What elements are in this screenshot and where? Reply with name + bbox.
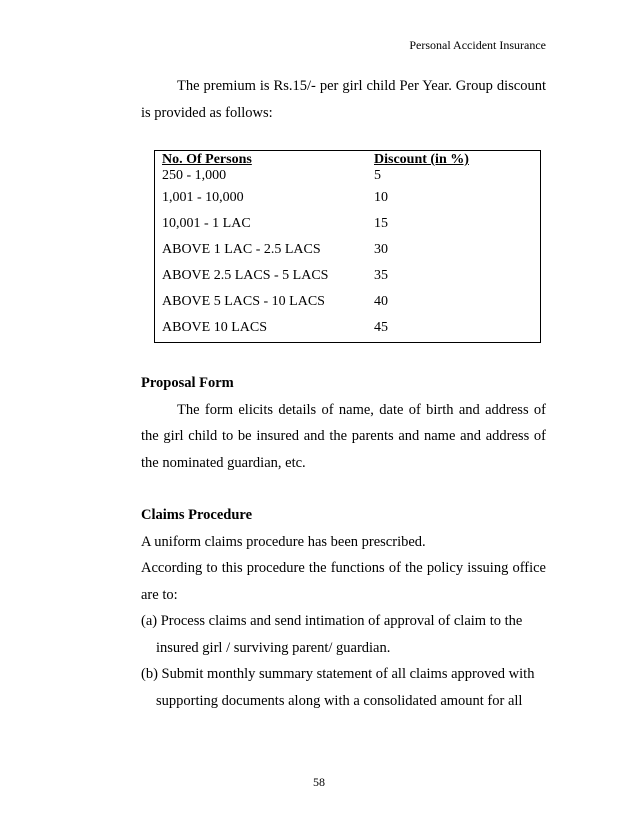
proposal-form-heading: Proposal Form xyxy=(141,375,234,391)
group-discount-table xyxy=(154,150,541,343)
discount-cell: 15 xyxy=(374,216,388,231)
table-row xyxy=(155,167,541,185)
proposal-form-paragraph: The form elicits details of name, date of birth and address of the girl child to be insured and the parents and name and address of the nominated guardian, etc. xyxy=(141,401,546,471)
discount-cell: 10 xyxy=(374,190,388,205)
discount-cell: 30 xyxy=(374,242,388,257)
persons-cell: 10,001 - 1 LAC xyxy=(162,216,251,231)
table-row xyxy=(155,263,541,289)
discount-cell: 45 xyxy=(374,320,388,335)
running-header: Personal Accident Insurance xyxy=(409,38,546,52)
table-header-row xyxy=(155,151,541,168)
table-row xyxy=(155,185,541,211)
discount-cell: 40 xyxy=(374,294,388,309)
persons-cell: 250 - 1,000 xyxy=(162,168,227,183)
list-item-continuation: insured girl / surviving parent/ guardian. xyxy=(156,639,391,656)
claims-procedure-heading: Claims Procedure xyxy=(141,507,253,523)
column-header-persons: No. Of Persons xyxy=(155,151,368,168)
table-row xyxy=(155,289,541,315)
persons-cell: ABOVE 5 LACS - 10 LACS xyxy=(162,294,325,309)
persons-cell: ABOVE 2.5 LACS - 5 LACS xyxy=(162,268,329,283)
discount-cell: 5 xyxy=(374,168,381,183)
claims-intro-line: A uniform claims procedure has been prescribed. xyxy=(141,533,426,550)
persons-cell: ABOVE 1 LAC - 2.5 LACS xyxy=(162,242,321,257)
table-row xyxy=(155,237,541,263)
persons-cell: 1,001 - 10,000 xyxy=(162,190,244,205)
page-body xyxy=(141,73,546,714)
list-item-first-line: (b) Submit monthly summary statement of all claims approved with xyxy=(141,666,535,682)
discount-cell: 35 xyxy=(374,268,388,283)
column-header-discount: Discount (in %) xyxy=(367,151,541,168)
persons-cell: ABOVE 10 LACS xyxy=(162,320,268,335)
list-item-continuation: supporting documents along with a consolidated amount for all xyxy=(156,692,523,709)
list-item-first-line: (a) Process claims and send intimation of approval of claim to the xyxy=(141,613,523,629)
intro-paragraph: The premium is Rs.15/- per girl child Per Year. Group discount is provided as follows: xyxy=(141,78,546,121)
table-row xyxy=(155,211,541,237)
table-row xyxy=(155,315,541,343)
claims-functions-line: According to this procedure the functions of the policy issuing office are to: xyxy=(141,560,546,603)
list-item xyxy=(141,608,546,661)
page-number: 58 xyxy=(313,775,325,789)
list-item xyxy=(141,661,546,714)
